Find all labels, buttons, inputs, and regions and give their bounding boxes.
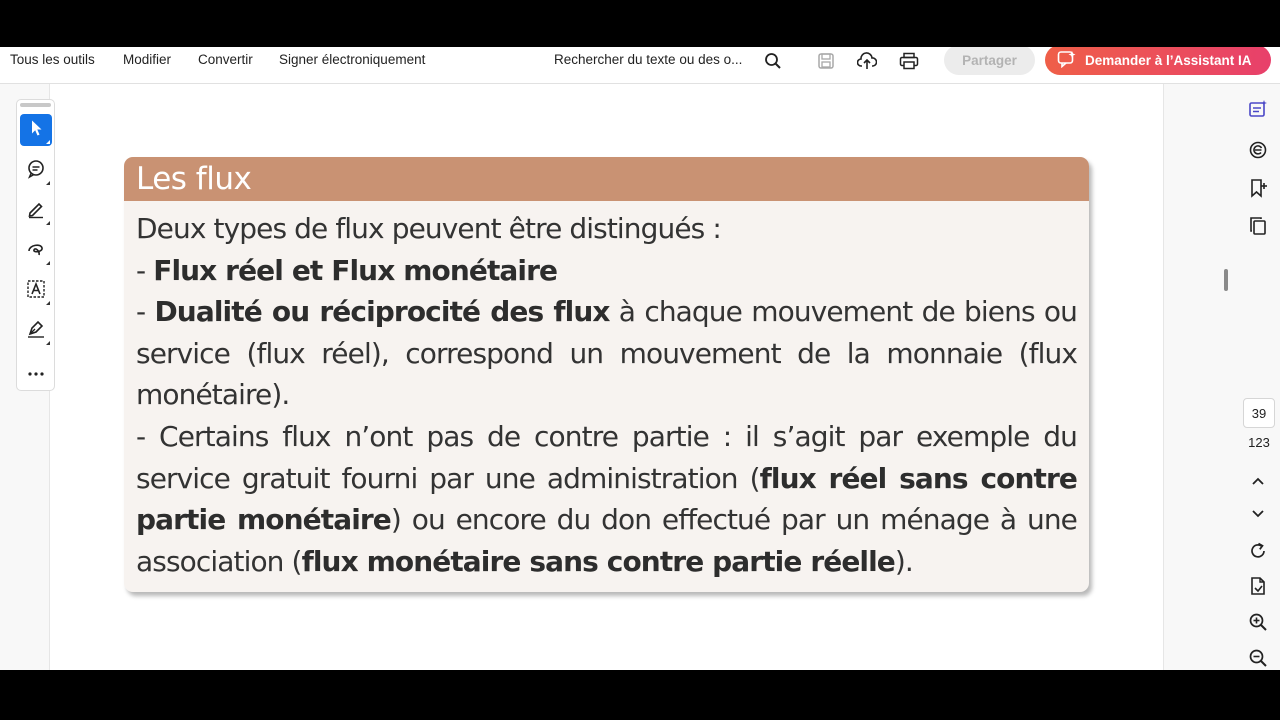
share-button[interactable]: Partager — [944, 47, 1035, 75]
search-icon[interactable] — [762, 50, 784, 72]
print-icon[interactable] — [898, 50, 920, 72]
tool-rail-grip[interactable] — [20, 103, 51, 107]
comments-icon[interactable] — [1247, 139, 1269, 161]
menu-e-sign[interactable]: Signer électroniquement — [279, 52, 426, 67]
document-page — [49, 84, 1164, 670]
block-title: Les flux — [136, 161, 252, 197]
pages-icon[interactable] — [1247, 215, 1269, 237]
tool-menu-corner — [46, 221, 50, 225]
counterpart-text-1: - Certains flux n’ont pas de contre partie : il s’agit par exemple du service gratuit fourni par une administration ( — [136, 419, 1077, 495]
bold-real-flow-no-counterpart: flux réel sans contre partie monétaire — [136, 461, 1077, 537]
body-point-duality — [136, 291, 1077, 416]
chevron-down-icon[interactable] — [1247, 503, 1269, 525]
comment-tool[interactable] — [20, 155, 52, 187]
right-rail — [1236, 84, 1280, 670]
body-point-no-counterpart — [136, 416, 1077, 582]
menu-convert[interactable]: Convertir — [198, 52, 253, 67]
top-menu-bar — [0, 47, 1280, 84]
zoom-out-icon[interactable] — [1247, 647, 1269, 669]
menu-all-tools[interactable]: Tous les outils — [10, 52, 95, 67]
text-recognition-tool[interactable] — [20, 275, 52, 307]
select-tool[interactable] — [20, 114, 52, 146]
tool-menu-corner — [46, 341, 50, 345]
page-export-icon[interactable] — [1247, 575, 1269, 597]
sign-tool[interactable] — [20, 315, 52, 347]
edit-ai-icon[interactable] — [1247, 98, 1269, 120]
more-tools-button[interactable] — [20, 355, 52, 387]
bullet-dash: - — [136, 295, 155, 329]
bookmark-icon[interactable] — [1247, 177, 1269, 199]
ai-assistant-button[interactable] — [1045, 47, 1271, 75]
text-recognition-icon — [26, 279, 46, 303]
counterpart-text-2: ) ou encore du don effectué par un ménage à une association ( — [136, 503, 1077, 578]
body-point-flux-types — [136, 250, 1077, 292]
menu-edit[interactable]: Modifier — [123, 52, 172, 67]
save-icon[interactable] — [815, 50, 837, 72]
search-text-field[interactable]: Rechercher du texte ou des o... — [554, 52, 743, 67]
ai-assistant-label: Demander à l’Assistant IA — [1085, 52, 1252, 68]
draw-freehand-icon — [26, 239, 46, 263]
block-body — [136, 208, 1077, 582]
body-line-intro: Deux types de flux peuvent être distingués : — [136, 212, 721, 245]
tool-menu-corner — [46, 301, 50, 305]
bold-monetary-flow-no-counterpart: flux monétaire sans contre partie réelle — [301, 544, 895, 578]
refresh-icon[interactable] — [1247, 540, 1269, 562]
bullet-dash: - — [136, 253, 154, 287]
vertical-scrollbar-thumb[interactable] — [1224, 269, 1228, 291]
counterpart-text-3: ). — [894, 544, 913, 578]
tool-menu-corner — [46, 140, 50, 144]
more-icon — [27, 362, 45, 381]
slide-block — [124, 157, 1089, 592]
bold-flux-types: Flux réel et Flux monétaire — [153, 253, 558, 287]
zoom-in-icon[interactable] — [1247, 611, 1269, 633]
ai-assistant-icon — [1057, 50, 1077, 71]
duality-explanation: à chaque mouvement de biens ou service (flux réel), correspond un mouvement de la monnaie (flux monétaire). — [136, 295, 1077, 412]
tool-rail — [16, 99, 55, 391]
highlight-tool[interactable] — [20, 195, 52, 227]
sign-pen-icon — [26, 319, 46, 343]
tool-menu-corner — [46, 261, 50, 265]
tool-menu-corner — [46, 181, 50, 185]
total-pages: 123 — [1248, 435, 1270, 450]
bold-duality: Dualité ou réciprocité des flux — [154, 295, 610, 329]
current-page-input[interactable]: 39 — [1243, 398, 1275, 428]
chevron-up-icon[interactable] — [1247, 470, 1269, 492]
comment-icon — [26, 159, 46, 183]
block-header — [124, 157, 1089, 201]
select-cursor-icon — [28, 119, 44, 141]
pdf-reader-window — [0, 47, 1280, 670]
draw-tool[interactable] — [20, 235, 52, 267]
cloud-upload-icon[interactable] — [856, 50, 878, 72]
highlight-pen-icon — [26, 199, 46, 223]
